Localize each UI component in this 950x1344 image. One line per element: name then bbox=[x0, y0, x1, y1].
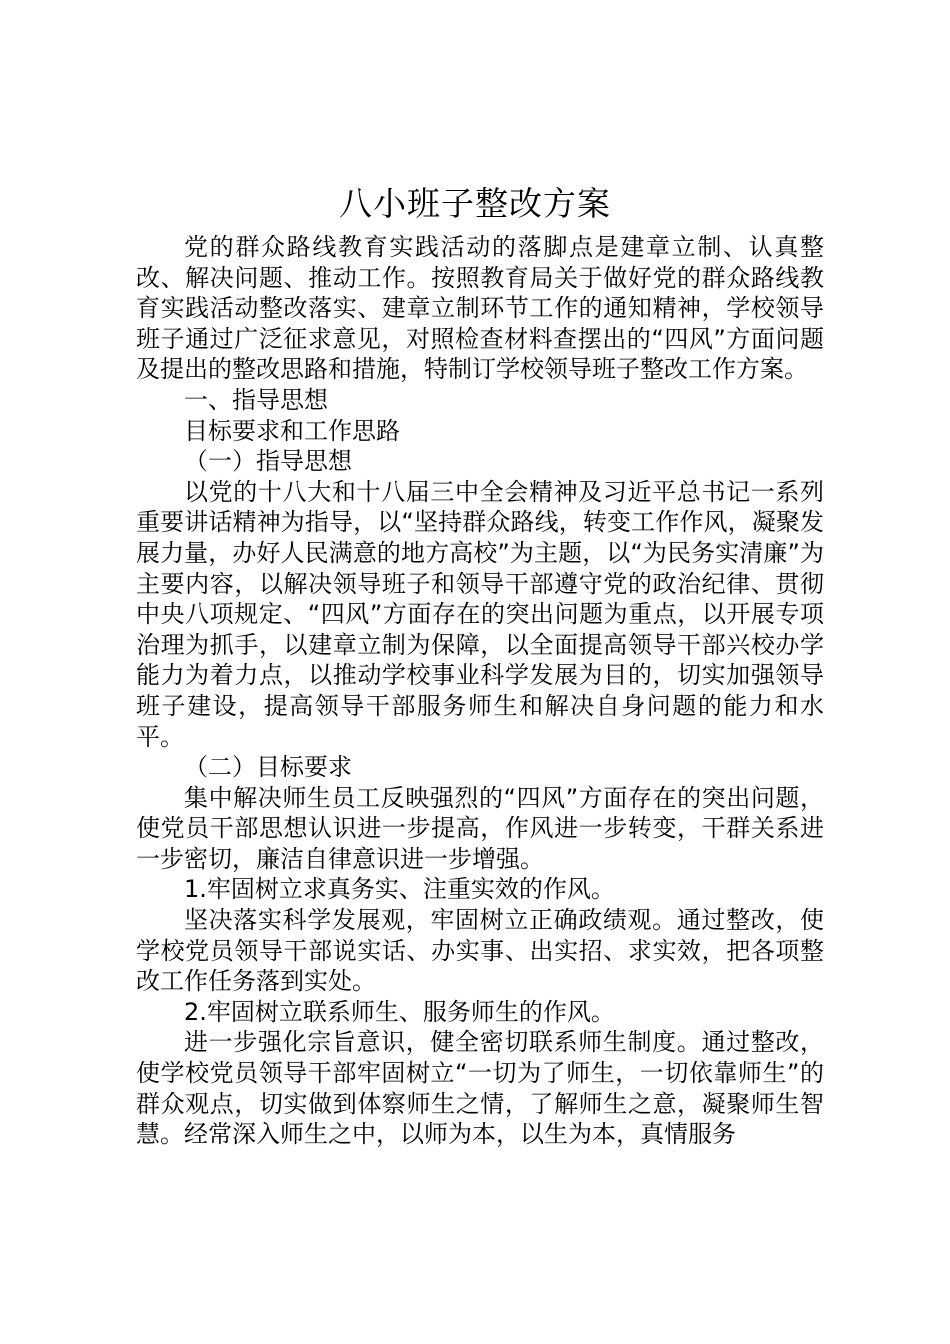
subheading-goals: （二）目标要求 bbox=[184, 753, 352, 782]
subheading-guiding-ideology: （一）指导思想 bbox=[184, 447, 352, 476]
paragraph-intro: 党的群众路线教育实践活动的落脚点是建章立制、认真整改、解决问题、推动工作。按照教育局关于做好党的群众路线教育实践活动整改落实、建章立制环节工作的通知精神，学校领导班子通过广泛征求意见，对照检查材料查摆出的“四风”方面问题及提出的整改思路和措施，特制订学校领导班子整改工作方案。 bbox=[136, 233, 824, 384]
item-1-heading: 1.牢固树立求真务实、注重实效的作风。 bbox=[184, 875, 615, 904]
item-2-heading: 2.牢固树立联系师生、服务师生的作风。 bbox=[184, 997, 615, 1026]
paragraph-guiding-ideology: 以党的十八大和十八届三中全会精神及习近平总书记一系列重要讲话精神为指导，以“坚持群众路线，转变工作作风，凝聚发展力量，办好人民满意的地方高校”为主题，以“为民务实清廉”为主要内容，以解决领导班子和领导干部遵守党的政治纪律、贯彻中央八项规定、“四风”方面存在的突出问题为重点，以开展专项治理为抓手，以建章立制为保障，以全面提高领导干部兴校办学能力为着力点，以推动学校事业科学发展为目的，切实加强领导班子建设，提高领导干部服务师生和解决自身问题的能力和水平。 bbox=[136, 477, 824, 751]
item-2-paragraph: 进一步强化宗旨意识，健全密切联系师生制度。通过整改，使学校党员领导干部牢固树立“一切为了师生，一切依靠师生”的群众观点，切实做到体察师生之情，了解师生之意，凝聚师生智慧。经常深入师生之中，以师为本，以生为本，真情服务 bbox=[136, 1028, 824, 1149]
paragraph-goals: 集中解决师生员工反映强烈的“四风”方面存在的突出问题，使党员干部思想认识进一步提高，作风进一步转变，干群关系进一步密切，廉洁自律意识进一步增强。 bbox=[136, 783, 824, 873]
item-1-paragraph: 坚决落实科学发展观，牢固树立正确政绩观。通过整改，使学校党员领导干部说实话、办实事、出实招、求实效，把各项整改工作任务落到实处。 bbox=[136, 906, 824, 996]
heading-goals-and-approach: 目标要求和工作思路 bbox=[184, 416, 400, 445]
document-body bbox=[136, 232, 824, 1150]
heading-guiding-ideology: 一、指导思想 bbox=[184, 385, 328, 414]
document-title: 八小班子整改方案 bbox=[339, 184, 611, 223]
